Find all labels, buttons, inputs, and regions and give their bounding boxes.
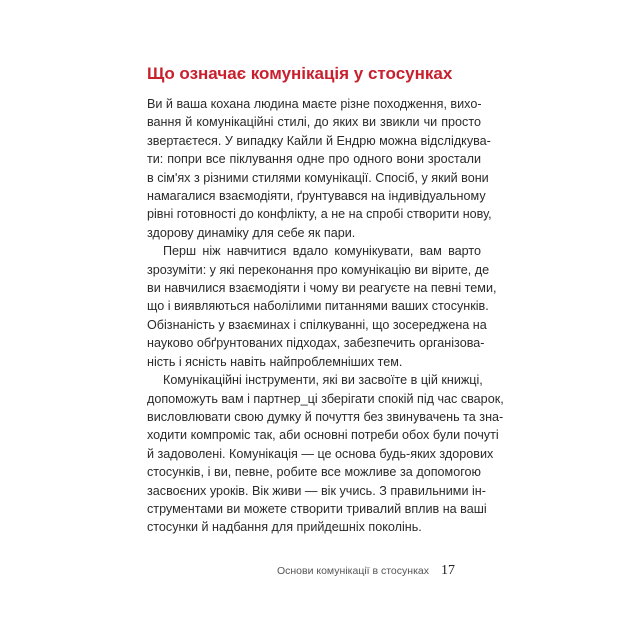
body-text	[147, 95, 504, 537]
page-footer	[277, 563, 455, 579]
paragraph-2	[147, 242, 497, 371]
text-line: висловлювати свою думку й почуття без звинувачень та зна-	[147, 409, 504, 424]
text-line: й задоволені. Комунікація — це основа будь-яких здорових	[147, 446, 494, 461]
text-line: Ви й ваша кохана людина маєте різне походження, вихо-	[147, 97, 482, 111]
text-line: ходити компроміс так, аби основні потреби обох були почуті	[147, 428, 499, 443]
text-line: ви навчилися взаємодіяти і чому ви реагуєте на певні теми,	[147, 281, 497, 296]
running-title: Основи комунікації в стосунках	[276, 565, 429, 577]
text-line: Комунікаційні інструменти, які ви засвоїте в цій книжці,	[163, 373, 483, 388]
text-line: що і виявляються наболілими питаннями ваших стосунків.	[147, 299, 489, 314]
text-line: вання й комунікаційні стилі, до яких ви звикли чи просто	[147, 115, 481, 130]
text-line: науково обґрунтованих підходах, забезпечить організова-	[147, 336, 485, 351]
text-line: здорову динаміку для себе як пари.	[147, 225, 356, 240]
text-line: ти: попри все піклування одне про одного вони зростали	[147, 152, 481, 167]
paragraph-1	[147, 95, 492, 242]
section-heading: Що означає комунікація у стосунках	[147, 64, 453, 83]
text-line: ність і ясність навіть найпроблемніших тем.	[147, 354, 403, 369]
page-number: 17	[441, 563, 455, 578]
paragraph-3	[147, 371, 504, 537]
text-line: звертаєтеся. У випадку Кайли й Ендрю можна відслідкува-	[147, 133, 491, 148]
text-line: зрозуміти: у які переконання про комунікацію ви вірите, де	[147, 262, 490, 277]
text-line: стосунки й надбання для прийдешніх поколінь.	[147, 520, 422, 535]
text-line: допоможуть вам і партнер_ці зберігати спокій під час сварок,	[147, 391, 504, 406]
text-line: в сім'ях з різними стилями комунікації. Спосіб, у який вони	[147, 170, 489, 185]
text-line: Перш ніж навчитися вдало комунікувати, вам варто	[163, 244, 481, 259]
text-line: рівні готовності до конфлікту, а не на спробі створити нову,	[147, 207, 492, 222]
text-line: струментами ви можете створити тривалий вплив на ваші	[147, 501, 487, 516]
text-line: Обізнаність у взаєминах і спілкуванні, що зосереджена на	[147, 317, 487, 332]
text-line: засвоєних уроків. Вік живи — вік учись. З правильними ін-	[147, 483, 486, 498]
text-line: стосунків, і ви, певне, робите все можливе за допомогою	[147, 465, 481, 480]
text-line: намагалися взаємодіяти, ґрунтувався на індивідуальному	[147, 189, 486, 204]
